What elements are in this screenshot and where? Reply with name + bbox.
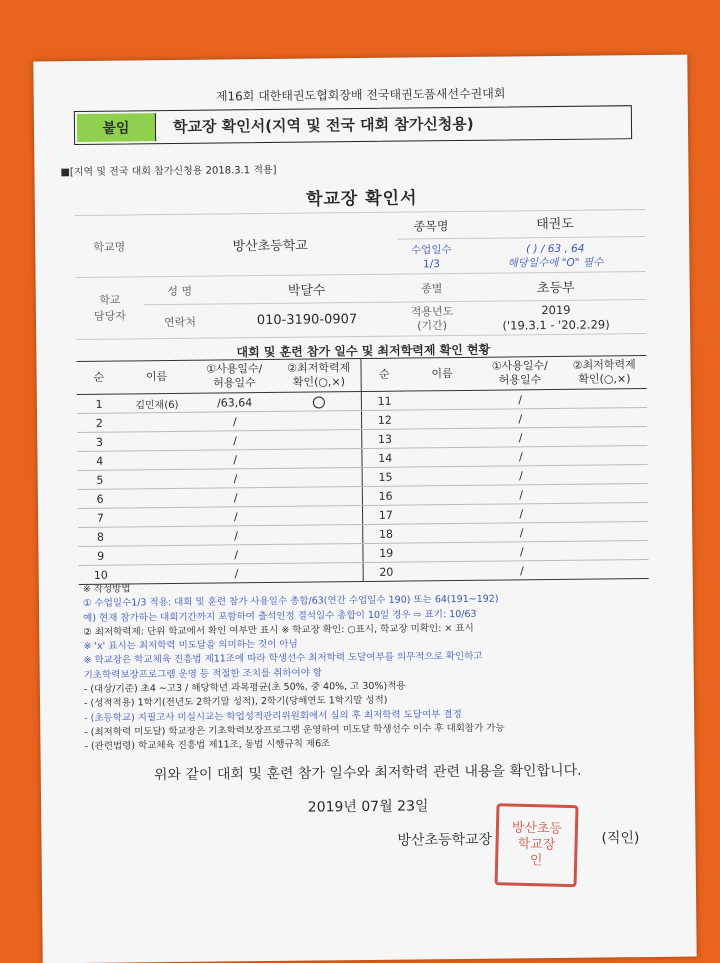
sub-note: ■[지역 및 전국 대회 참가신청용 2018.3.1 적용] bbox=[60, 164, 277, 179]
col-days-2 bbox=[478, 356, 563, 390]
contact-value: 010-3190-0907 bbox=[216, 302, 398, 338]
note-line: 예) 현재 참가하는 대회기간까지 포함하여 출석인정 결석일수 총합이 10일 경우 ⇨ 표기: 10/63 bbox=[83, 608, 477, 624]
row-no-2: 15 bbox=[363, 467, 408, 486]
sport-value: 태권도 bbox=[465, 212, 645, 239]
manager-label-line-2: 담당자 bbox=[93, 308, 126, 323]
col-min-line-1: ②최저학력제 bbox=[287, 361, 351, 375]
row-days: / bbox=[194, 563, 279, 583]
row-days: / bbox=[193, 411, 278, 431]
col-name: 이름 bbox=[121, 360, 192, 394]
confirm-text: 위와 같이 대회 및 훈련 참가 일수와 최저학력 관련 내용을 확인합니다. bbox=[153, 762, 582, 784]
division-label: 종별 bbox=[398, 273, 466, 302]
form-title: 학교장 확인서 bbox=[305, 188, 418, 210]
row-no: 9 bbox=[78, 546, 123, 565]
col-min-line-2: 확인(○,×) bbox=[292, 375, 346, 389]
row-no: 2 bbox=[77, 413, 122, 432]
confirm-date: 2019년 07월 23일 bbox=[307, 798, 429, 816]
year-label-line-2: (기간) bbox=[417, 318, 448, 332]
row-check bbox=[277, 411, 362, 431]
row-days-2: / bbox=[479, 484, 564, 504]
signer: 방산초등학교장 bbox=[397, 831, 493, 849]
year-value-line-2: ('19.3.1 - '20.2.29) bbox=[502, 316, 610, 333]
note-line: ② 최저학력제: 단위 학교에서 확인 여부만 표시 ※ 학교장 확인: ○표시, 학교장 미확인: × 표시 bbox=[83, 622, 474, 638]
row-name bbox=[123, 526, 194, 546]
row-name bbox=[122, 450, 193, 470]
attachment-banner bbox=[74, 105, 632, 145]
row-name-2 bbox=[407, 447, 478, 467]
row-no-2: 16 bbox=[363, 486, 408, 505]
row-days: / bbox=[193, 430, 278, 450]
row-no: 1 bbox=[77, 394, 122, 413]
row-check bbox=[277, 449, 362, 469]
row-name-2 bbox=[407, 409, 478, 429]
row-no: 8 bbox=[78, 527, 123, 546]
row-check bbox=[277, 392, 362, 412]
row-days: / bbox=[194, 506, 279, 526]
row-check-2 bbox=[562, 389, 647, 409]
contact-label: 연락처 bbox=[144, 304, 216, 339]
row-no: 10 bbox=[79, 565, 124, 584]
year-label bbox=[398, 301, 466, 336]
row-days-2: / bbox=[479, 522, 564, 542]
note-line: - (최저학력 미도달) 학교장은 기초학력보장프로그램 운영하여 미도달 학생선수 이수 후 대회참가 가능 bbox=[84, 722, 505, 738]
col-min bbox=[276, 359, 361, 393]
col-min-2-line-1: ②최저학력제 bbox=[572, 358, 636, 372]
row-no: 4 bbox=[77, 451, 122, 470]
school-label: 학교명 bbox=[75, 215, 144, 278]
year-label-line-1: 적용년도 bbox=[410, 304, 454, 319]
row-check-2 bbox=[563, 503, 648, 523]
col-days-2-line-2: 허용일수 bbox=[498, 373, 542, 387]
row-days: / bbox=[193, 487, 278, 507]
row-name-2 bbox=[408, 485, 479, 505]
row-no-2: 18 bbox=[363, 524, 408, 543]
row-days-2: / bbox=[478, 446, 563, 466]
col-no-2: 순 bbox=[361, 358, 406, 391]
year-value-line-1: 2019 bbox=[541, 302, 571, 317]
row-check bbox=[278, 468, 363, 488]
row-no-2: 13 bbox=[362, 429, 407, 448]
row-name: 김민재(6) bbox=[121, 393, 192, 413]
row-name-2 bbox=[407, 428, 478, 448]
note-line: 기초학력보장프로그램 운영 등 적절한 조치를 취하여야 함 bbox=[83, 667, 323, 681]
row-no: 7 bbox=[78, 508, 123, 527]
name-value: 박달수 bbox=[216, 274, 398, 304]
col-min-2 bbox=[562, 356, 647, 390]
row-no-2: 14 bbox=[362, 448, 407, 467]
row-name bbox=[122, 488, 193, 508]
note-line: - (관련법령) 학교체육 진흥법 제11조, 동법 시행규칙 제6조 bbox=[84, 738, 331, 753]
row-no: 6 bbox=[78, 489, 123, 508]
row-name-2 bbox=[407, 390, 478, 410]
row-no-2: 17 bbox=[363, 505, 408, 524]
row-days: / bbox=[194, 544, 279, 564]
col-days-line-1: ①사용일수/ bbox=[206, 362, 263, 376]
division-value: 초등부 bbox=[466, 272, 646, 302]
col-name-2: 이름 bbox=[406, 357, 477, 391]
row-days-2: / bbox=[478, 427, 563, 447]
manager-label bbox=[76, 277, 145, 340]
row-days-2: / bbox=[479, 465, 564, 485]
row-check-2 bbox=[564, 541, 649, 561]
row-days-2: / bbox=[478, 389, 563, 409]
col-days-2-line-1: ①사용일수/ bbox=[491, 359, 548, 373]
col-no: 순 bbox=[76, 361, 121, 394]
name-label: 성 명 bbox=[144, 276, 216, 305]
row-days-2: / bbox=[479, 503, 564, 523]
info-table bbox=[75, 209, 646, 340]
year-value bbox=[466, 300, 646, 336]
row-name-2 bbox=[408, 542, 479, 562]
row-check bbox=[278, 525, 363, 545]
note-line: ① 수업일수1/3 적용: 대회 및 훈련 참가 사용일수 총합/63(연간 수업일수 190) 또는 64(191~192) bbox=[82, 593, 499, 610]
days-label bbox=[397, 239, 465, 272]
col-min-2-line-2: 확인(○,×) bbox=[578, 372, 631, 386]
row-name-2 bbox=[408, 466, 479, 486]
row-check-2 bbox=[563, 465, 648, 485]
days-label-line-2: 1/3 bbox=[422, 258, 440, 271]
row-no-2: 11 bbox=[362, 391, 407, 410]
document-sheet bbox=[33, 55, 696, 963]
row-check-2 bbox=[564, 522, 649, 542]
row-name-2 bbox=[408, 523, 479, 543]
row-name bbox=[122, 431, 193, 451]
row-days: / bbox=[193, 449, 278, 469]
row-days: / bbox=[194, 525, 279, 545]
sport-days-labels bbox=[397, 211, 466, 274]
row-days-2: / bbox=[480, 560, 565, 580]
event-name: 제16회 대한태권도협회장배 전국태권도품새선수권대회 bbox=[215, 86, 506, 104]
note-line: - (성적적용) 1학기(전년도 2학기말 성적), 2학기(당해연도 1학기말 성적) bbox=[83, 695, 388, 710]
row-name-2 bbox=[408, 504, 479, 524]
row-no: 5 bbox=[78, 470, 123, 489]
note-line: ※ 'x' 표시는 최저학력 미도달을 의미하는 것이 아님 bbox=[83, 638, 298, 653]
row-name bbox=[122, 469, 193, 489]
row-check bbox=[277, 430, 362, 450]
col-days-line-2: 허용일수 bbox=[213, 376, 256, 390]
row-check-2 bbox=[562, 408, 647, 428]
row-no-2: 12 bbox=[362, 410, 407, 429]
row-check-2 bbox=[563, 446, 648, 466]
row-check-2 bbox=[563, 427, 648, 447]
days-label-line-1: 수업일수 bbox=[410, 244, 452, 257]
days-value-line-2: 해당일수에 "O" 필수 bbox=[507, 256, 604, 270]
row-days-2: / bbox=[479, 541, 564, 561]
attachment-tag: 붙임 bbox=[77, 113, 156, 142]
row-name bbox=[123, 545, 194, 565]
row-days-2: / bbox=[478, 408, 563, 428]
row-check bbox=[278, 487, 363, 507]
row-check bbox=[278, 506, 363, 526]
row-check bbox=[278, 544, 363, 564]
school-value: 방산초등학교 bbox=[143, 212, 398, 277]
row-no-2: 19 bbox=[363, 543, 408, 562]
sport-label: 종목명 bbox=[397, 214, 465, 240]
row-name bbox=[121, 412, 192, 432]
table-body bbox=[77, 389, 649, 585]
note-line: - (초등학교) 지필고사 미실시교는 학업성적관리위원회에서 심의 후 최저학력 도달여부 결정 bbox=[84, 708, 462, 724]
row-no: 3 bbox=[77, 432, 122, 451]
section-title: 대회 및 훈련 참가 일수 및 최저학력제 확인 현황 bbox=[236, 342, 491, 360]
check-circle-icon bbox=[313, 396, 325, 408]
days-value bbox=[465, 237, 645, 271]
note-line: ※ 작성방법 bbox=[82, 583, 131, 595]
attachment-title: 학교장 확인서(지역 및 전국 대회 참가신청용) bbox=[172, 114, 474, 136]
row-days: /63,64 bbox=[192, 392, 277, 412]
days-value-line-1: ( ) / 63 , 64 bbox=[525, 242, 585, 256]
note-line: ※ 학교장은 학교체육 진흥법 제11조에 따라 학생선수 최저학력 도달여부를 의무적으로 확인하고 bbox=[83, 651, 483, 667]
sport-days-values bbox=[465, 210, 646, 274]
participation-table bbox=[76, 355, 648, 585]
row-name bbox=[122, 507, 193, 527]
seal-label: (직인) bbox=[601, 830, 640, 847]
row-check-2 bbox=[563, 484, 648, 504]
notes-block bbox=[83, 577, 685, 755]
note-line: - (대상/기준) 초4 ~고3 / 해당학년 과목평균(초 50%, 중 40%, 고 30%)적용 bbox=[83, 680, 406, 696]
row-no-2: 20 bbox=[364, 562, 409, 581]
row-days: / bbox=[193, 468, 278, 488]
col-days bbox=[192, 359, 277, 393]
manager-label-line-1: 학교 bbox=[99, 293, 121, 307]
official-seal-icon: 방산초등 학교장 인 bbox=[495, 803, 579, 887]
